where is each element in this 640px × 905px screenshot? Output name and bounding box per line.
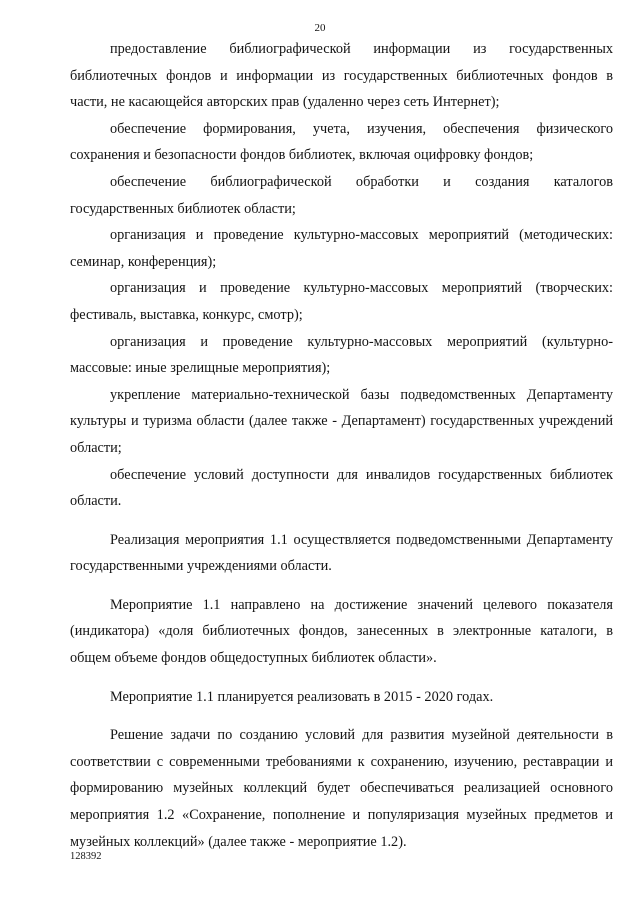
paragraph-bibliographic-info: предоставление библиографической информации из государственных библиотечных фондов и информации из государственных библиотечных фондов в части, не касающейся авторских прав (удаленно через сеть Интернет);: [70, 41, 613, 111]
paragraph-methodical-events: организация и проведение культурно-массовых мероприятий (методических: семинар, конференция);: [70, 227, 613, 270]
paragraph-target-indicator: Мероприятие 1.1 направлено на достижение значений целевого показателя (индикатора) «доля библиотечных фондов, занесенных в электронные каталоги, в общем объеме фондов общедоступных библиотек области».: [70, 596, 613, 667]
paragraph-museum-task: Решение задачи по созданию условий для развития музейной деятельности в соответствии с современными требованиями к сохранению, изучению, реставрации и формированию музейных коллекций будет обеспечиваться реализацией основного мероприятия 1.2 «Сохранение, пополнение и популяризация музейных предметов и музейных коллекций» (далее также - мероприятие 1.2).: [70, 727, 613, 850]
page-number: 20: [314, 22, 326, 34]
paragraph-creative-events: организация и проведение культурно-массовых мероприятий (творческих: фестиваль, выставка, конкурс, смотр);: [70, 280, 613, 323]
paragraph-timeline: Мероприятие 1.1 планируется реализовать в 2015 - 2020 годах.: [110, 688, 494, 705]
paragraph-accessibility: обеспечение условий доступности для инвалидов государственных библиотек области.: [70, 466, 613, 510]
document-code: 128392: [70, 851, 102, 862]
document-body: [70, 36, 613, 855]
paragraph-material-base: укрепление материально-технической базы подведомственных Департаменту культуры и туризма области (далее также - Департамент) государственных учреждений области;: [70, 386, 613, 456]
paragraph-cultural-events: организация и проведение культурно-массовых мероприятий (культурно-массовые: иные зрелищные мероприятия);: [70, 333, 613, 377]
paragraph-implementation: Реализация мероприятия 1.1 осуществляется подведомственными Департаменту государственными учреждениями области.: [70, 531, 613, 575]
paragraph-cataloging: обеспечение библиографической обработки и создания каталогов государственных библиотек области;: [70, 173, 613, 217]
paragraph-fund-preservation: обеспечение формирования, учета, изучения, обеспечения физического сохранения и безопасности фондов библиотек, включая оцифровку фондов;: [70, 120, 613, 164]
